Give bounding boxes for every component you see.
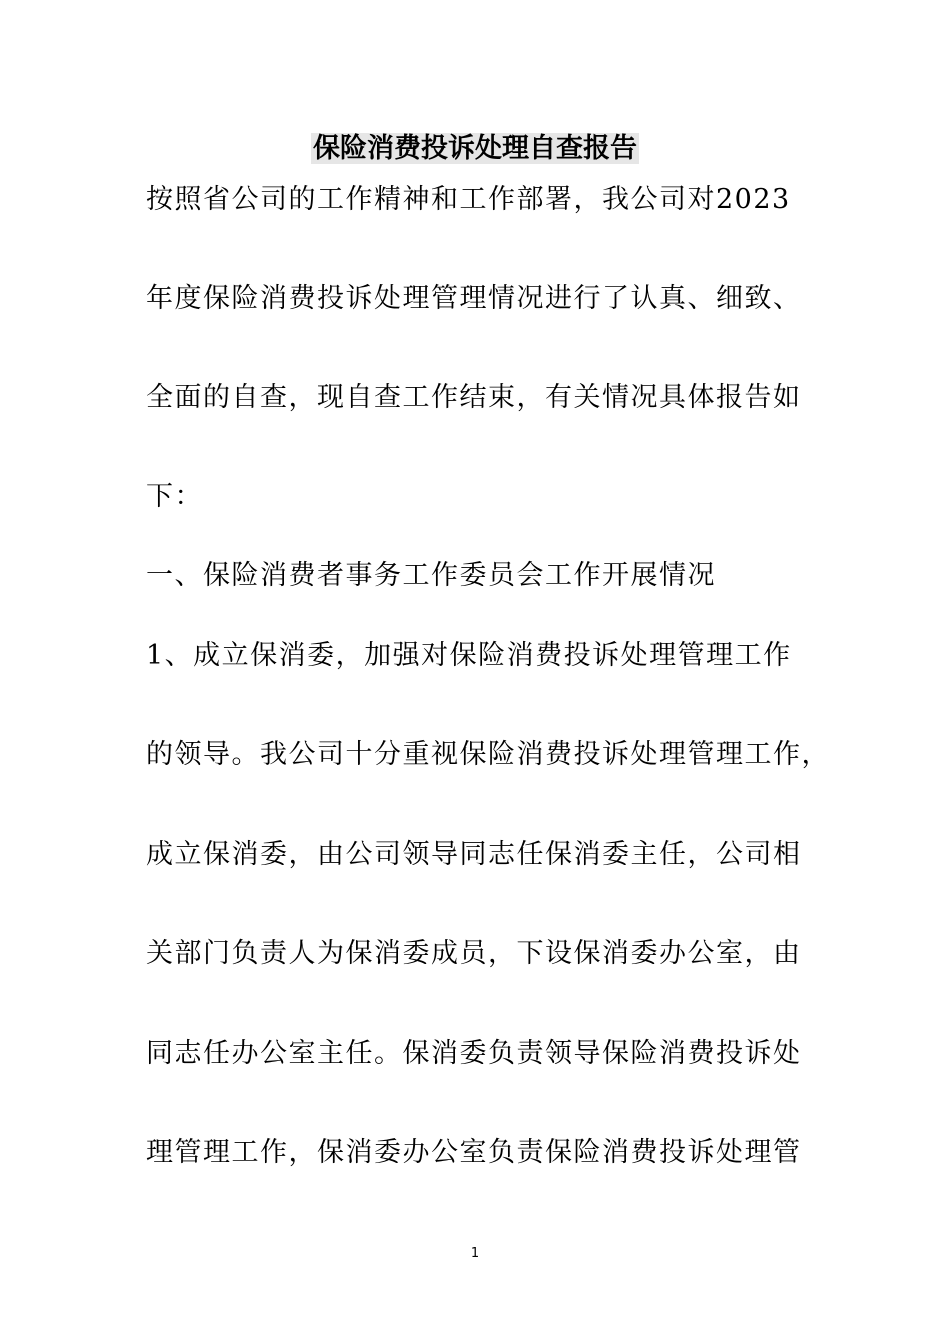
title-text: 保险消费投诉处理自查报告 [313, 133, 637, 164]
body-line-7: 的领导。我公司十分重视保险消费投诉处理管理工作， [146, 739, 830, 770]
body-line-11: 理管理工作，保消委办公室负责保险消费投诉处理管 [146, 1137, 802, 1168]
body-line-8: 成立保消委，由公司领导同志任保消委主任，公司相 [146, 839, 802, 870]
document-title [0, 127, 950, 171]
body-line-3: 全面的自查，现自查工作结束，有关情况具体报告如 [146, 382, 802, 413]
body-line-4: 下： [146, 481, 203, 512]
body-line-2: 年度保险消费投诉处理管理情况进行了认真、细致、 [146, 283, 802, 314]
body-line-9: 关部门负责人为保消委成员，下设保消委办公室，由 [146, 938, 802, 969]
body-line-10: 同志任办公室主任。保消委负责领导保险消费投诉处 [146, 1038, 802, 1069]
section-heading-1: 一、保险消费者事务工作委员会工作开展情况 [146, 560, 716, 591]
body-line-6: 1、成立保消委，加强对保险消费投诉处理管理工作 [146, 640, 792, 671]
body-line-1: 按照省公司的工作精神和工作部署，我公司对2023 [146, 184, 791, 215]
page-number: 1 [470, 1246, 480, 1261]
